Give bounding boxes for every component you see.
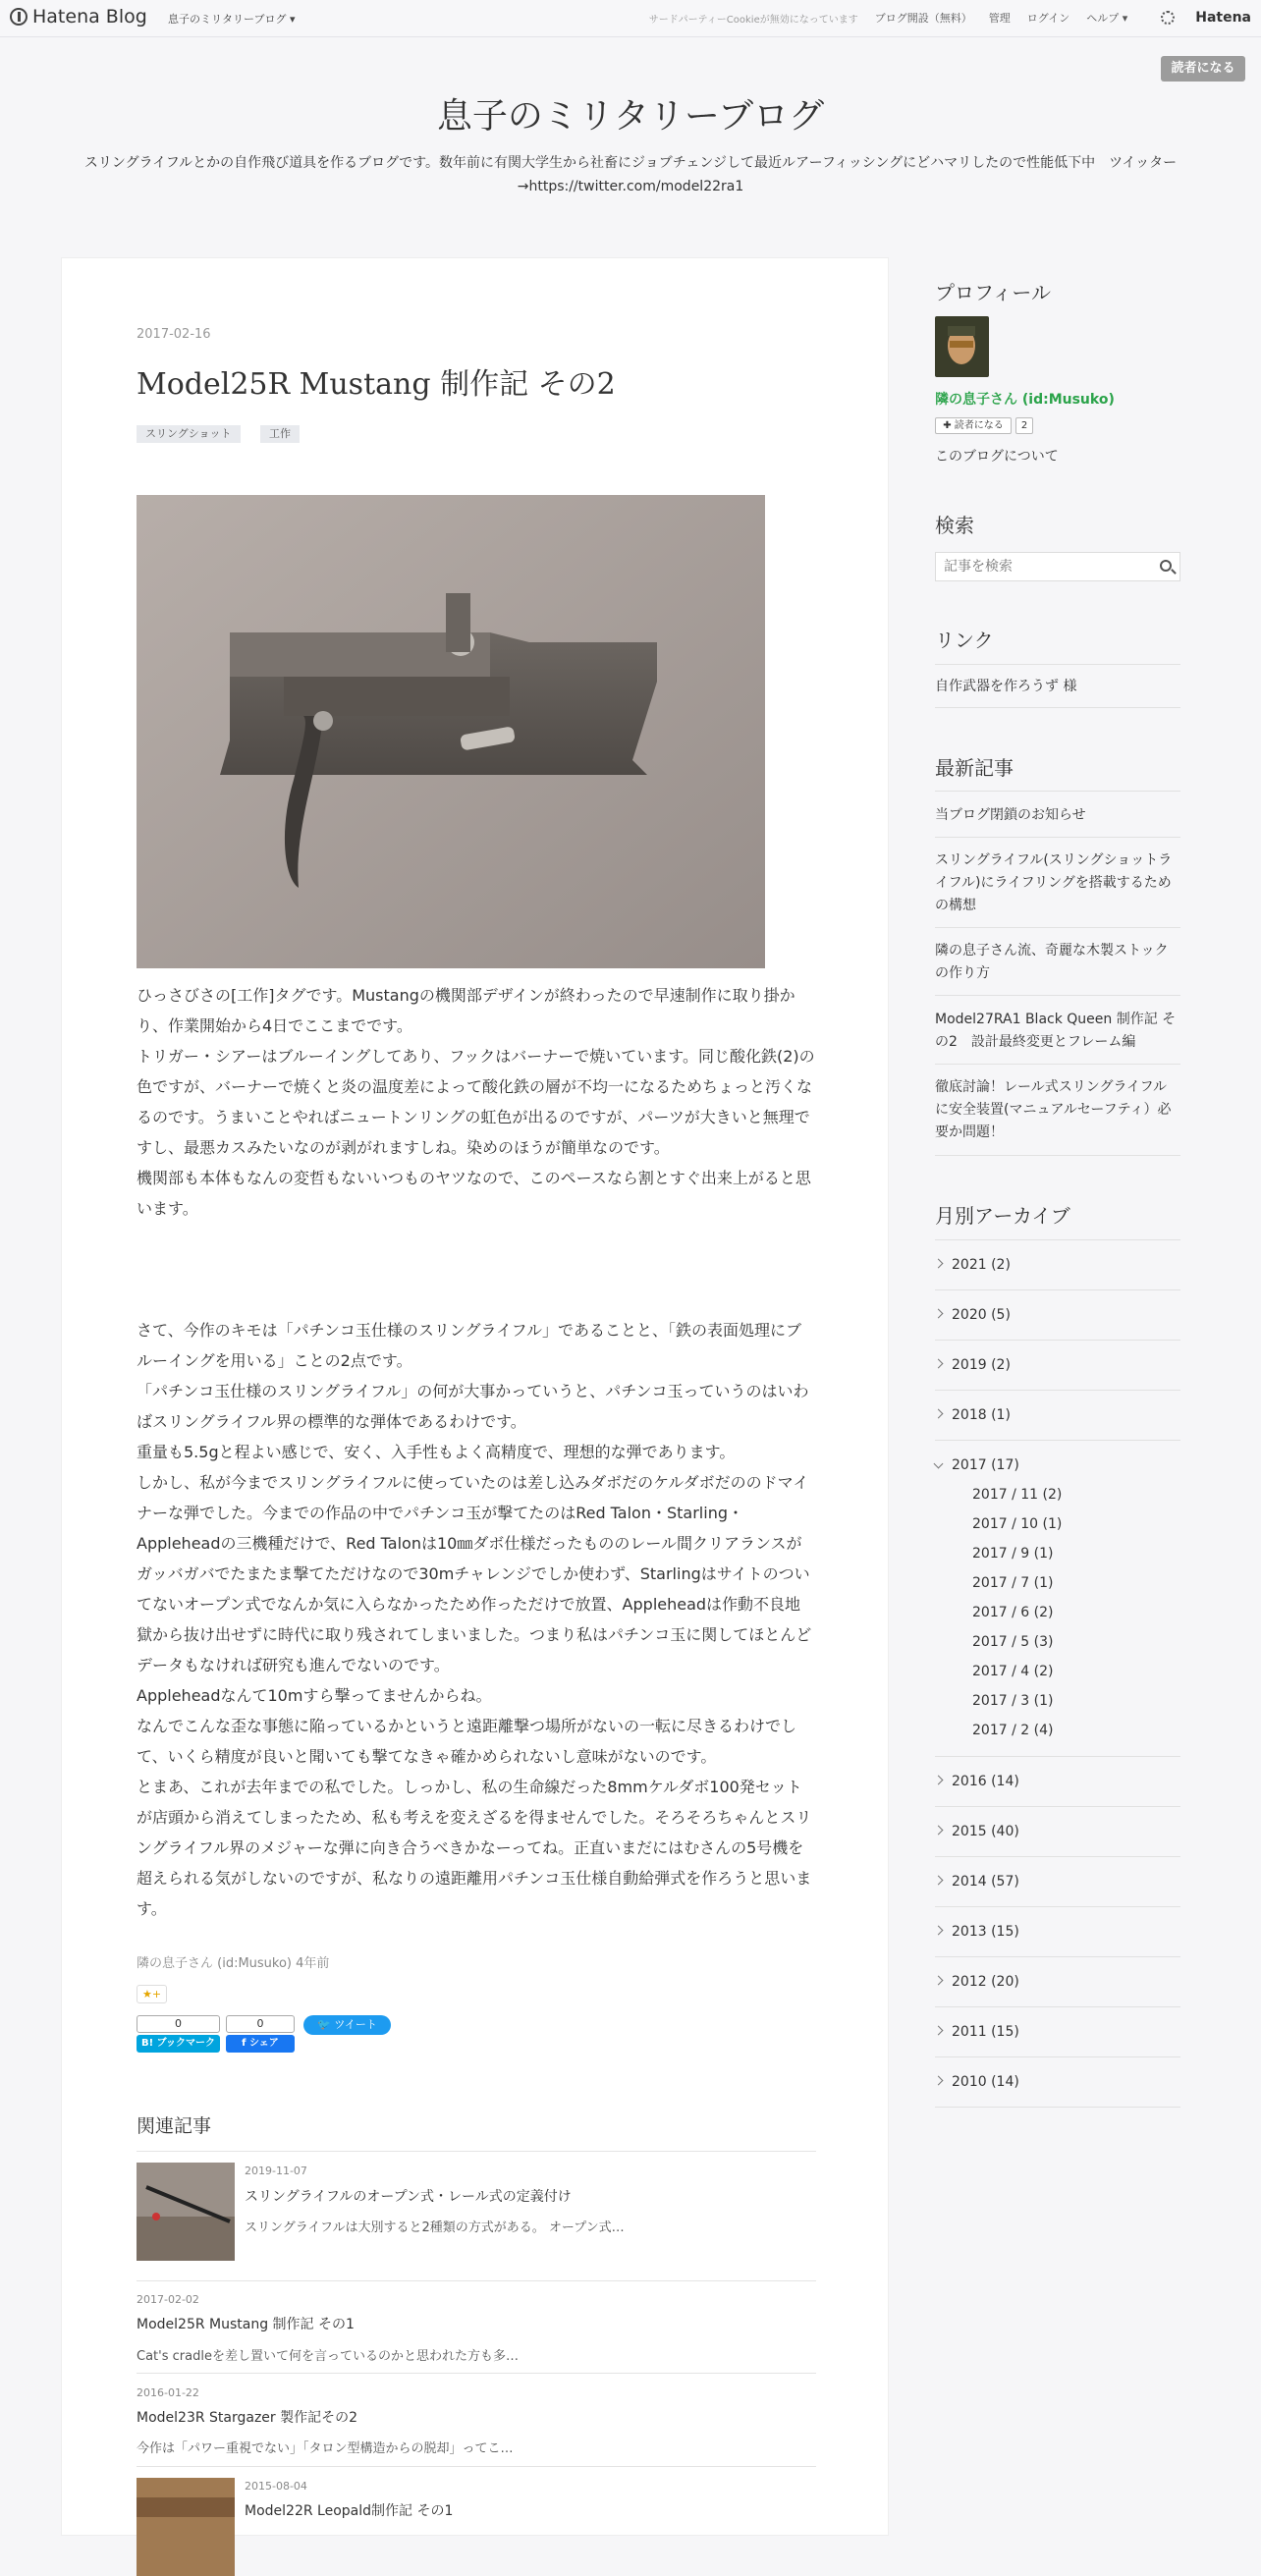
archive-label: 2011 (15): [952, 2024, 1019, 2040]
divider: [935, 1906, 1180, 1907]
related-heading: 関連記事: [137, 2115, 212, 2137]
article-photo: [137, 495, 765, 968]
body-paragraph: Appleheadなんて10mすら撃ってませんからね。: [137, 1686, 492, 1705]
chevron-right-icon: [934, 1876, 944, 1886]
open-blog-link[interactable]: ブログ開設（無料）: [874, 12, 972, 25]
divider: [935, 927, 1180, 928]
archive-heading: 月別アーカイブ: [935, 1204, 1070, 1228]
archive-month[interactable]: 2017 / 3 (1): [972, 1693, 1054, 1709]
article-body: [137, 980, 816, 1924]
recent-article-link[interactable]: 隣の息子さん流、奇麗な木製ストックの作り方: [935, 943, 1169, 981]
related-snippet: スリングライフルは大別すると2種類の方式がある。 オープン式…: [245, 2220, 625, 2235]
archive-label: 2012 (20): [952, 1974, 1019, 1990]
archive-month[interactable]: 2017 / 4 (2): [972, 1664, 1054, 1679]
chevron-right-icon: [934, 1776, 944, 1785]
archive-year[interactable]: [935, 1774, 1019, 1789]
chevron-right-icon: [934, 1309, 944, 1319]
hatena-link[interactable]: [1144, 10, 1251, 26]
body-paragraph: 重量も5.5gと程よい感じで、安く、入手性もよく高精度で、理想的な弾であります。: [137, 1443, 736, 1461]
divider: [935, 2107, 1180, 2108]
body-paragraph: ひっさびさの[工作]タグです。Mustangの機関部デザインが終わったので早速制作に取り掛かり、作業開始から4日でここまでです。: [137, 986, 795, 1035]
archive-label: 2013 (15): [952, 1924, 1019, 1940]
archive-label: 2016 (14): [952, 1774, 1019, 1789]
facebook-share-button[interactable]: f シェア: [226, 2035, 295, 2053]
archive-month[interactable]: 2017 / 9 (1): [972, 1546, 1054, 1562]
related-snippet: 今作は「パワー重視でない」「タロン型構造からの脱却」ってこ…: [137, 2441, 514, 2456]
divider: [935, 1856, 1180, 1857]
divider: [935, 1390, 1180, 1391]
divider: [137, 2151, 816, 2152]
related-title[interactable]: Model23R Stargazer 製作記その2: [137, 2410, 358, 2426]
divider: [935, 2056, 1180, 2057]
archive-year[interactable]: [935, 1357, 1011, 1373]
avatar-image: [935, 316, 989, 377]
archive-year[interactable]: [935, 1257, 1011, 1273]
related-title[interactable]: Model22R Leopald制作記 その1: [245, 2503, 454, 2519]
divider: [935, 1806, 1180, 1807]
archive-year-expanded[interactable]: [935, 1457, 1019, 1473]
divider: [935, 1155, 1180, 1156]
hatena-label: Hatena: [1195, 10, 1251, 26]
chevron-right-icon: [934, 2026, 944, 2036]
divider: [935, 1289, 1180, 1290]
archive-month[interactable]: 2017 / 11 (2): [972, 1487, 1063, 1503]
tweet-label: ツイート: [334, 2018, 377, 2031]
wood-stock-thumb: [137, 2478, 235, 2576]
search-input[interactable]: [936, 553, 1142, 580]
divider: [935, 1340, 1180, 1341]
related-title[interactable]: Model25R Mustang 制作記 その1: [137, 2317, 355, 2332]
archive-month[interactable]: 2017 / 5 (3): [972, 1634, 1054, 1650]
subscriber-count[interactable]: 2: [1015, 417, 1033, 434]
article-title[interactable]: Model25R Mustang 制作記 その2: [137, 367, 616, 402]
archive-month[interactable]: 2017 / 7 (1): [972, 1575, 1054, 1591]
sidebar-link[interactable]: 自作武器を作ろうず 様: [935, 679, 1077, 694]
divider: [935, 1756, 1180, 1757]
archive-year[interactable]: [935, 2024, 1019, 2040]
chevron-right-icon: [934, 1259, 944, 1269]
bookmark-share[interactable]: [137, 2015, 220, 2053]
help-menu[interactable]: ヘルプ ▾: [1086, 12, 1128, 25]
archive-year[interactable]: [935, 1874, 1019, 1890]
related-date: 2017-02-02: [137, 2293, 199, 2306]
body-paragraph: さて、今作のキモは「パチンコ玉仕様のスリングライフル」であることと、「鉄の表面処理にブルーイングを用いる」ことの2点です。: [137, 1321, 801, 1370]
chevron-right-icon: [934, 1409, 944, 1419]
category-tag[interactable]: 工作: [260, 425, 300, 443]
archive-label: 2014 (57): [952, 1874, 1019, 1890]
header-menu: [632, 10, 1251, 26]
cookie-notice[interactable]: サードパーティーCookieが無効になっています: [648, 14, 858, 26]
hatena-dots-icon: [1161, 11, 1175, 25]
related-date: 2015-08-04: [245, 2480, 307, 2493]
recent-article-link[interactable]: 当ブログ閉鎖のお知らせ: [935, 807, 1086, 823]
profile-subscribe-button[interactable]: ✚ 読者になる: [935, 417, 1012, 434]
blog-selector[interactable]: 息子のミリタリーブログ ▾: [168, 13, 296, 26]
body-paragraph: しかし、私が今までスリングライフルに使っていたのは差し込みダボだのケルダボだののドマイナーな弾でした。今までの作品の中でパチンコ玉が撃てたのはRed Talon・Starling・Appleheadの三機種だけで、Red Talonは10㎜ダボ仕様だったもののレール間クリアランスがガッバガバでたまたま撃てただけなので30mチャレンジでしか使わず、Starlingはサイトのついてないオープン式でなんか気に入らなかったため作っただけで放置、Appleheadは作動不良地獄から抜け出せずに時代に取り残されてしまいました。つまり私はパチンコ玉に関してほとんどデータもなければ研究も進んでないのです。: [137, 1473, 812, 1674]
logo-text: Hatena Blog: [32, 6, 147, 27]
divider: [935, 791, 1180, 792]
related-thumbnail[interactable]: [137, 2163, 235, 2261]
body-paragraph: とまあ、これが去年までの私でした。しっかし、私の生命線だった8mmケルダボ100発セットが店頭から消えてしまったため、私も考えを変えざるを得ませんでした。そろそろちゃんとスリングライフル界のメジャーな弾に向き合うべきかなーってね。正直いまだにはむさんの5号機を超えられる気がしないのですが、私なりの遠距離用パチンコ玉仕様自動給弾式を作ろうと思います。: [137, 1778, 812, 1918]
divider: [137, 2373, 816, 2374]
search-box: [935, 552, 1180, 581]
archive-label: 2017 (17): [952, 1457, 1019, 1473]
links-heading: リンク: [935, 629, 994, 652]
divider: [935, 1956, 1180, 1957]
divider: [935, 837, 1180, 838]
hatena-logo-icon: [10, 8, 27, 26]
archive-label: 2021 (2): [952, 1257, 1011, 1273]
hatena-blog-logo[interactable]: [10, 6, 147, 27]
chevron-right-icon: [934, 1976, 944, 1986]
divider: [935, 1440, 1180, 1441]
body-paragraph: 「パチンコ玉仕様のスリングライフル」の何が大事かっていうと、パチンコ玉っていうのはいわばスリングライフル界の標準的な弾体であるわけです。: [137, 1382, 809, 1431]
bookmark-count: 0: [137, 2015, 220, 2033]
search-icon[interactable]: [1160, 560, 1172, 572]
about-blog-link[interactable]: このブログについて: [935, 449, 1059, 465]
chevron-right-icon: [934, 2076, 944, 2086]
profile-name[interactable]: 隣の息子さん (id:Musuko): [935, 392, 1115, 408]
chevron-right-icon: [934, 1359, 944, 1369]
blog-title[interactable]: 息子のミリタリーブログ: [436, 96, 825, 137]
divider: [137, 2280, 816, 2281]
avatar[interactable]: [935, 316, 989, 377]
archive-label: 2015 (40): [952, 1824, 1019, 1839]
divider: [935, 707, 1180, 708]
archive-year[interactable]: [935, 1974, 1019, 1990]
body-paragraph: トリガー・シアーはブルーイングしてあり、フックはバーナーで焼いています。同じ酸化鉄(2)の色ですが、バーナーで焼くと炎の温度差によって酸化鉄の層が不均一になるためちょっと汚くなるのです。うまいことやればニュートンリングの虹色が出るのですが、パーツが大きいと無理ですし、最悪カスみたいなのが剥がれますしね。染めのほうが簡単なのです。: [137, 1047, 815, 1157]
recent-article-link[interactable]: 徹底討論！レール式スリングライフルに安全装置(マニュアルセーフティ）必要か問題！: [935, 1079, 1172, 1140]
category-tag[interactable]: スリングショット: [137, 425, 241, 443]
archive-month[interactable]: 2017 / 6 (2): [972, 1605, 1054, 1620]
archive-year[interactable]: [935, 2074, 1019, 2090]
archive-year[interactable]: [935, 1407, 1011, 1423]
recent-article-link[interactable]: スリングライフル(スリングショットライフル)にライフリングを搭載するための構想: [935, 852, 1173, 913]
article-date[interactable]: 2017-02-16: [137, 327, 211, 342]
author-line[interactable]: 隣の息子さん (id:Musuko) 4年前: [137, 1956, 330, 1971]
archive-year[interactable]: [935, 1307, 1011, 1323]
facebook-share[interactable]: [226, 2015, 295, 2053]
rifle-photo-thumb: [137, 2163, 235, 2261]
chevron-right-icon: [934, 1926, 944, 1936]
related-date: 2016-01-22: [137, 2386, 199, 2399]
archive-year[interactable]: [935, 1924, 1019, 1940]
related-title[interactable]: スリングライフルのオープン式・レール式の定義付け: [245, 2189, 572, 2205]
blog-description: スリングライフルとかの自作飛び道具を作るブログです。数年前に有関大学生から社畜にジョブチェンジして最近ルアーフィッシングにどハマリしたので性能低下中 ツイッター→https://twitter.com/model22ra1: [83, 155, 1178, 194]
twitter-bird-icon: 🐦: [317, 2018, 335, 2031]
divider: [935, 2006, 1180, 2007]
chevron-right-icon: [934, 1826, 944, 1836]
recent-heading: 最新記事: [935, 756, 1014, 780]
archive-label: 2020 (5): [952, 1307, 1011, 1323]
divider: [935, 995, 1180, 996]
login-link[interactable]: ログイン: [1026, 12, 1070, 25]
divider: [935, 1239, 1180, 1240]
archive-year[interactable]: [935, 1824, 1019, 1839]
body-paragraph: なんでこんな歪な事態に陥っているかというと遠距離撃つ場所がないの一転に尽きるわけでして、いくら精度が良いと聞いても撃てなきゃ確かめられないし意味がないのです。: [137, 1717, 797, 1766]
subscribe-button[interactable]: 読者になる: [1161, 56, 1245, 82]
archive-label: 2018 (1): [952, 1407, 1011, 1423]
related-snippet: Cat's cradleを差し置いて何を言っているのかと思われた方も多…: [137, 2349, 519, 2364]
body-paragraph: 機関部も本体もなんの変哲もないいつものヤツなので、このペースなら割とすぐ出来上がると思います。: [137, 1169, 811, 1218]
search-heading: 検索: [935, 514, 974, 537]
archive-label: 2019 (2): [952, 1357, 1011, 1373]
profile-heading: プロフィール: [935, 281, 1051, 304]
recent-article-link[interactable]: Model27RA1 Black Queen 制作記 その2 設計最終変更とフレーム編: [935, 1012, 1177, 1050]
share-count: 0: [226, 2015, 295, 2033]
divider: [935, 664, 1180, 665]
related-thumbnail[interactable]: [137, 2478, 235, 2576]
divider: [935, 1064, 1180, 1065]
related-date: 2019-11-07: [245, 2165, 307, 2177]
manage-link[interactable]: 管理: [988, 12, 1011, 25]
archive-label: 2010 (14): [952, 2074, 1019, 2090]
trigger-mechanism-image: [137, 495, 765, 968]
global-header: [0, 0, 1261, 37]
paragraph-spacer: [137, 1224, 816, 1315]
divider: [137, 2466, 816, 2467]
tweet-button[interactable]: [303, 2015, 391, 2035]
chevron-down-icon: [934, 1459, 944, 1469]
bookmark-button[interactable]: B! ブックマーク: [137, 2035, 220, 2053]
archive-month[interactable]: 2017 / 10 (1): [972, 1516, 1063, 1532]
add-star-button[interactable]: ★+: [137, 1985, 167, 2003]
archive-month[interactable]: 2017 / 2 (4): [972, 1723, 1054, 1738]
